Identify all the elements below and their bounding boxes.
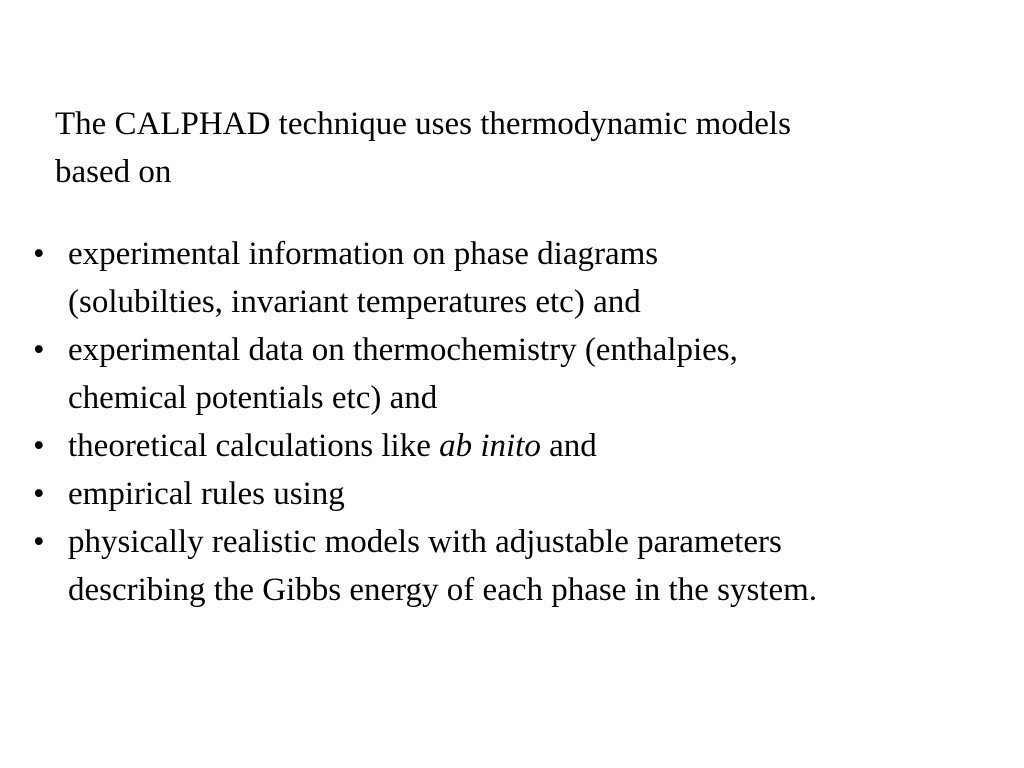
bullet-text-line-2: (solubilties, invariant temperatures etc) and xyxy=(68,284,641,320)
bullet-item-thermochemistry xyxy=(0,326,1000,422)
bullet-text-line-1: empirical rules using xyxy=(68,476,345,512)
bullet-text-prefix: theoretical calculations like xyxy=(68,428,440,464)
bullet-text-suffix: and xyxy=(540,428,597,464)
bullet-text-line-1: experimental data on thermochemistry (enthalpies, xyxy=(68,332,738,368)
bullet-item-empirical-rules xyxy=(0,470,1000,518)
bullet-icon: • xyxy=(33,236,45,272)
intro-line-2: based on xyxy=(55,154,172,190)
bullet-text-line-1: physically realistic models with adjustable parameters xyxy=(68,524,782,560)
intro-line-1: The CALPHAD technique uses thermodynamic models xyxy=(55,106,791,142)
intro-paragraph xyxy=(55,100,975,196)
bullet-icon: • xyxy=(33,428,45,464)
bullet-icon: • xyxy=(33,332,45,368)
bullet-item-physical-models xyxy=(0,518,1000,614)
bullet-text-italic: ab inito xyxy=(439,428,541,464)
bullet-icon: • xyxy=(33,524,45,560)
bullet-text-line-2: chemical potentials etc) and xyxy=(68,380,438,416)
bullet-item-theoretical-calculations xyxy=(0,422,1000,470)
bullet-item-experimental-phase-diagrams xyxy=(0,230,1000,326)
bullet-icon: • xyxy=(33,476,45,512)
bullet-text-line-1: experimental information on phase diagrams xyxy=(68,236,659,272)
bullet-text-line-2: describing the Gibbs energy of each phase in the system. xyxy=(68,572,818,608)
bullet-list xyxy=(0,230,1000,614)
